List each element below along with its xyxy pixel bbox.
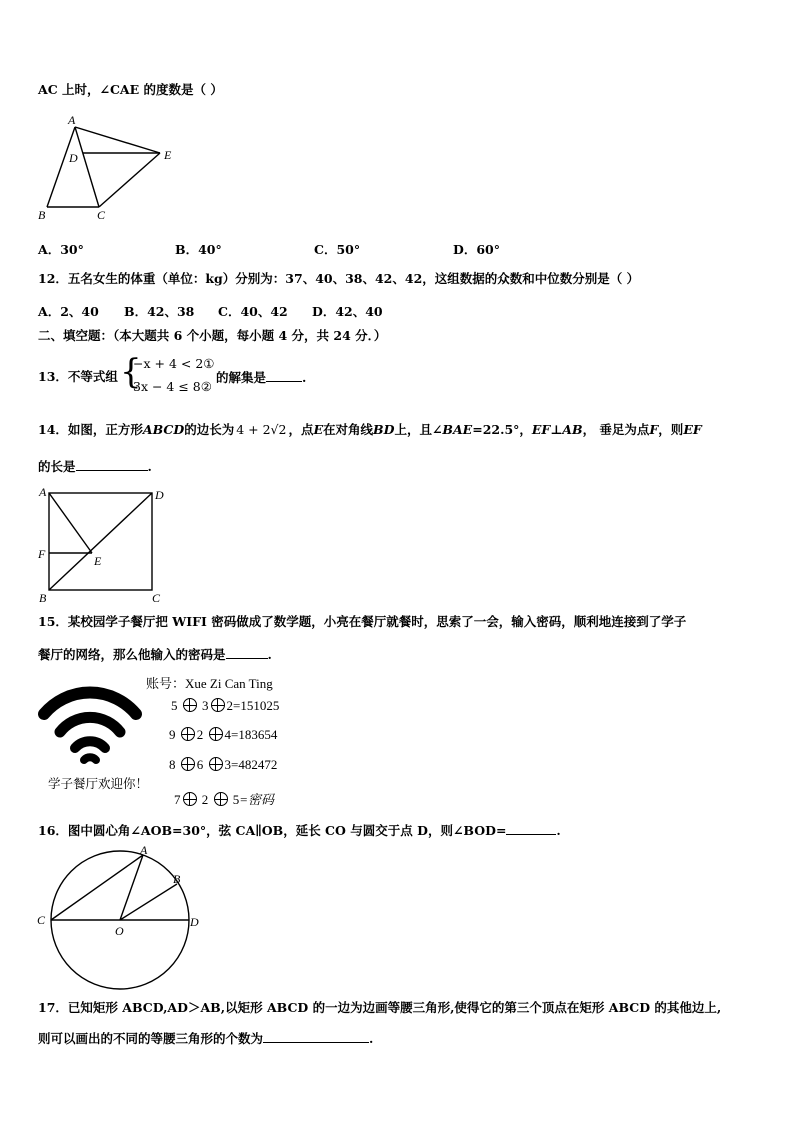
eq1-result: =151025 (233, 698, 280, 713)
q12-option-c: C．40、42 (218, 304, 288, 319)
section2-heading: 二、填空题：（本大题共 6 个小题，每小题 4 分，共 24 分．） (38, 328, 387, 343)
circle-plus-icon (209, 757, 223, 771)
q11-figure (34, 112, 184, 224)
q14-efab: EF⊥AB (531, 422, 583, 437)
q15-text-line2: 餐厅的网络，那么他输入的密码是 (38, 647, 226, 662)
q14-text-line2: 的长是 (38, 459, 76, 474)
q14-stem-line1 (38, 422, 702, 438)
q14-f: F (649, 422, 659, 437)
q14-abcd: ABCD (142, 422, 185, 437)
q17-text-line2: 则可以画出的不同的等腰三角形的个数为 (38, 1031, 264, 1046)
eq3-c: 3 (224, 757, 231, 772)
q13-brace: { (120, 352, 142, 392)
q17-end: . (369, 1031, 374, 1046)
q13-suffix: 的解集是 (216, 370, 267, 385)
q11-option-d: D．60° (453, 242, 500, 257)
eq1-a: 5 (171, 698, 178, 713)
q14-label-e: E (94, 554, 102, 568)
q14-text-6: =22.5°， (472, 422, 532, 437)
q16-label-o: O (115, 924, 124, 938)
q14-label-b: B (39, 591, 47, 604)
q15-stem-line1: 15．某校园学子餐厅把 WIFI 密码做成了数学题，小亮在餐厅就餐时，思索了一会，输入密码，顺利地连接到了学子 (38, 614, 687, 629)
q11-label-c: C (97, 208, 106, 222)
circle-plus-icon (181, 727, 195, 741)
circle-plus-icon (211, 698, 225, 712)
q12-option-d: D．42、40 (312, 304, 383, 319)
q13-answer (216, 369, 306, 386)
q15-stem-line2 (38, 646, 272, 663)
q16-figure (32, 842, 212, 992)
q16-stem (38, 822, 561, 839)
q14-end: . (147, 459, 152, 474)
q11-option-a: A．30° (38, 242, 84, 257)
q16-end: . (556, 823, 561, 838)
q12-stem: 12．五名女生的体重（单位：kg）分别为：37、40、38、42、42，这组数据的众数和中位数分别是（ ） (38, 271, 640, 286)
q12-option-b: B．42、38 (124, 304, 195, 319)
circle-plus-icon (209, 727, 223, 741)
circle-plus-icon (181, 757, 195, 771)
eq2-c: 4 (224, 727, 231, 742)
q17-stem-line1: 17．已知矩形 ABCD,AD＞AB,以矩形 ABCD 的一边为边画等腰三角形,使得它的第三个顶点在矩形 ABCD 的其他边上, (38, 1000, 722, 1015)
q14-text-1: 14．如图，正方形 (38, 422, 143, 437)
q14-e: E (313, 422, 324, 437)
circle-plus-icon (183, 698, 197, 712)
q11-label-d: D (69, 151, 78, 165)
q11-stem: AC 上时，∠CAE 的度数是（ ） (38, 82, 223, 97)
q13-end: . (302, 370, 307, 385)
eq3-result: =482472 (231, 757, 278, 772)
q11-option-b: B．40° (175, 242, 222, 257)
q11-label-b: B (38, 208, 46, 222)
q14-blank[interactable] (76, 458, 148, 471)
q16-text: 16．图中圆心角∠AOB=30°，弦 CA∥OB，延长 CO 与圆交于点 D，则∠BOD= (38, 823, 507, 838)
q14-text-2: 的边长为 (184, 422, 235, 437)
eq4-a: 7 (174, 792, 181, 807)
eq2-result: =183654 (231, 727, 278, 742)
q13-row2: 3x − 4 ≤ 8② (133, 379, 212, 394)
eq4-result: =密码 (239, 792, 275, 807)
wifi-eq-3 (169, 757, 277, 773)
eq1-b: 3 (202, 698, 209, 713)
q14-label-d: D (155, 488, 164, 502)
q14-text-4: 在对角线 (323, 422, 374, 437)
wifi-icon (36, 680, 144, 766)
q16-label-d: D (190, 915, 199, 929)
q13-prefix: 13．不等式组 (38, 369, 118, 384)
q14-length: 4 + 2√2 (236, 422, 287, 437)
q14-label-a: A (39, 485, 47, 499)
eq2-a: 9 (169, 727, 176, 742)
eq4-c: 5 (232, 792, 240, 807)
eq2-b: 2 (196, 727, 204, 742)
eq3-a: 8 (169, 757, 176, 772)
q13-blank[interactable] (266, 369, 302, 382)
q14-bd: BD (373, 422, 395, 437)
q11-label-a: A (68, 113, 76, 127)
wifi-eq-2 (169, 727, 277, 743)
q13-row1: −x + 4 < 2① (133, 356, 215, 371)
q14-figure (34, 484, 174, 604)
q17-blank[interactable] (263, 1030, 369, 1043)
wifi-eq-1 (171, 698, 279, 714)
q15-blank[interactable] (226, 646, 268, 659)
eq1-c: 2 (226, 698, 233, 713)
q14-text-8: ，则 (658, 422, 684, 437)
q15-end: . (267, 647, 272, 662)
eq4-b: 2 (201, 792, 209, 807)
q14-ef: EF (683, 422, 702, 437)
wifi-eq-4 (174, 789, 274, 808)
q14-bae: BAE (442, 422, 473, 437)
q14-label-f: F (38, 547, 46, 561)
q16-blank[interactable] (506, 822, 556, 835)
eq3-b: 6 (196, 757, 204, 772)
q14-text-5: 上，且∠ (394, 422, 443, 437)
q16-label-a: A (140, 843, 148, 857)
q12-option-a: A．2、40 (38, 304, 99, 319)
q11-label-e: E (164, 148, 172, 162)
wifi-welcome: 学子餐厅欢迎你！ (48, 776, 149, 791)
q16-label-c: C (37, 913, 46, 927)
q16-label-b: B (173, 872, 181, 886)
q17-stem-line2 (38, 1030, 373, 1047)
circle-plus-icon (183, 792, 197, 806)
circle-plus-icon (214, 792, 228, 806)
q14-text-3: ，点 (288, 422, 314, 437)
q14-label-c: C (152, 591, 161, 604)
q14-text-7: ， 垂足为点 (582, 422, 650, 437)
q11-option-c: C．50° (314, 242, 361, 257)
wifi-account: 账号：Xue Zi Can Ting (146, 676, 273, 691)
q14-stem-line2 (38, 458, 152, 475)
